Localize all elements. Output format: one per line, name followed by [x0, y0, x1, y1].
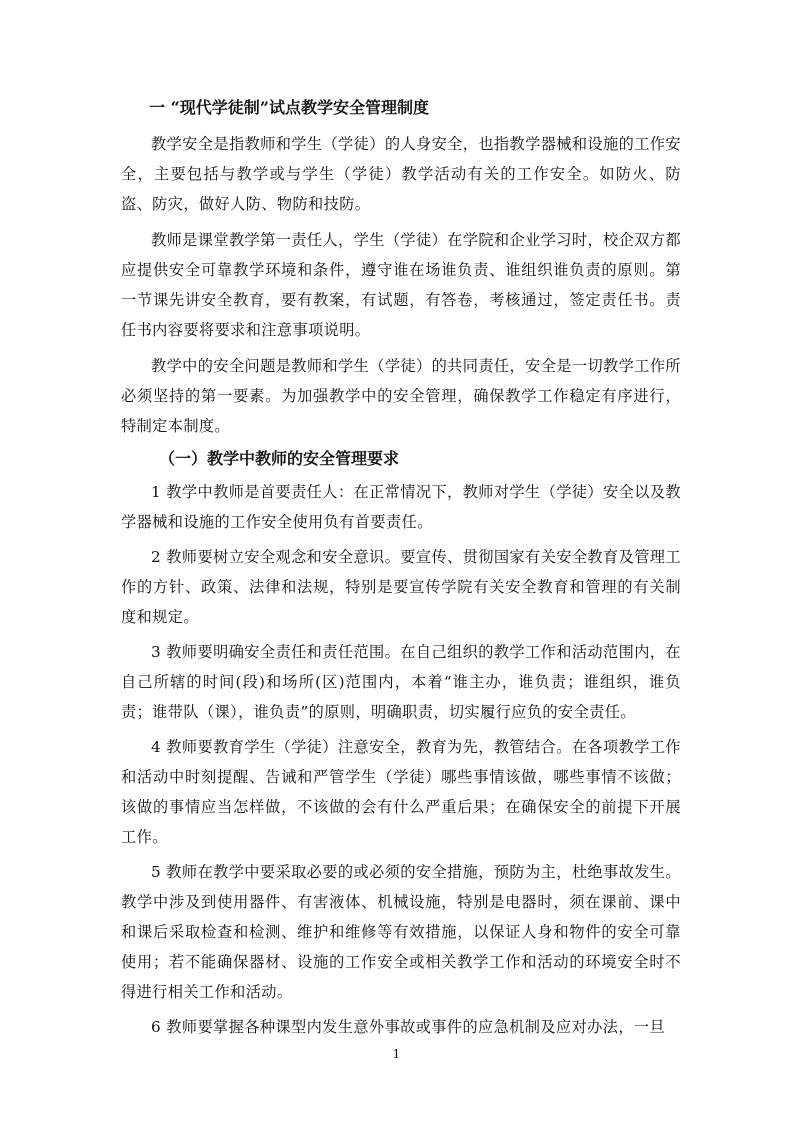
numbered-item: 1 教学中教师是首要责任人：在正常情况下，教师对学生（学徒）安全以及教学器械和设施的工作安全使用负有首要责任。: [121, 483, 681, 531]
subsection-title: （一）教学中教师的安全管理要求: [159, 449, 400, 468]
page-number: 1: [392, 1047, 401, 1061]
intro-paragraph: 教学中的安全问题是教师和学生（学徒）的共同责任，安全是一切教学工作所必须坚持的第一要素。为加强教学中的安全管理，确保教学工作稳定有序进行，特制定本制度。: [121, 357, 681, 435]
intro-paragraph: 教师是课堂教学第一责任人，学生（学徒）在学院和企业学习时，校企双方都应提供安全可靠教学环境和条件，遵守谁在场谁负责、谁组织谁负责的原则。第一节课先讲安全教育，要有教案，有试题，有答卷，考核通过，签定责任书。责任书内容要将要求和注意事项说明。: [121, 231, 681, 339]
numbered-item: 3 教师要明确安全责任和责任范围。在自己组织的教学工作和活动范围内，在自己所辖的时间(段)和场所(区)范围内，本着“谁主办，谁负责；谁组织，谁负责；谁带队（课），谁负责”的原则，明确职责，切实履行应负的安全责任。: [121, 643, 681, 721]
numbered-item: 6 教师要掌握各种课型内发生意外事故或事件的应急机制及应对办法，一旦: [151, 1018, 666, 1036]
section-title: 一 “现代学徒制”试点教学安全管理制度: [149, 98, 429, 117]
intro-paragraph: 教学安全是指教师和学生（学徒）的人身安全，也指教学器械和设施的工作安全，主要包括与教学或与学生（学徒）教学活动有关的工作安全。如防火、防盗、防灾，做好人防、物防和技防。: [121, 135, 681, 213]
document-body: [121, 96, 681, 1047]
numbered-item: 2 教师要树立安全观念和安全意识。要宣传、贯彻国家有关安全教育及管理工作的方针、政策、法律和法规，特别是要宣传学院有关安全教育和管理的有关制度和规定。: [121, 548, 681, 626]
numbered-item: 5 教师在教学中要采取必要的或必须的安全措施，预防为主，杜绝事故发生。教学中涉及到使用器件、有害液体、机械设施，特别是电器时，须在课前、课中和课后采取检查和检测、维护和维修等有效措施，以保证人身和物件的安全可靠使用；若不能确保器材、设施的工作安全或相关教学工作和活动的环境安全时不得进行相关工作和活动。: [121, 863, 681, 1001]
numbered-item: 4 教师要教育学生（学徒）注意安全，教育为先，教管结合。在各项教学工作和活动中时刻提醒、告诫和严管学生（学徒）哪些事情该做，哪些事情不该做；该做的事情应当怎样做，不该做的会有什么严重后果；在确保安全的前提下开展工作。: [121, 738, 681, 846]
